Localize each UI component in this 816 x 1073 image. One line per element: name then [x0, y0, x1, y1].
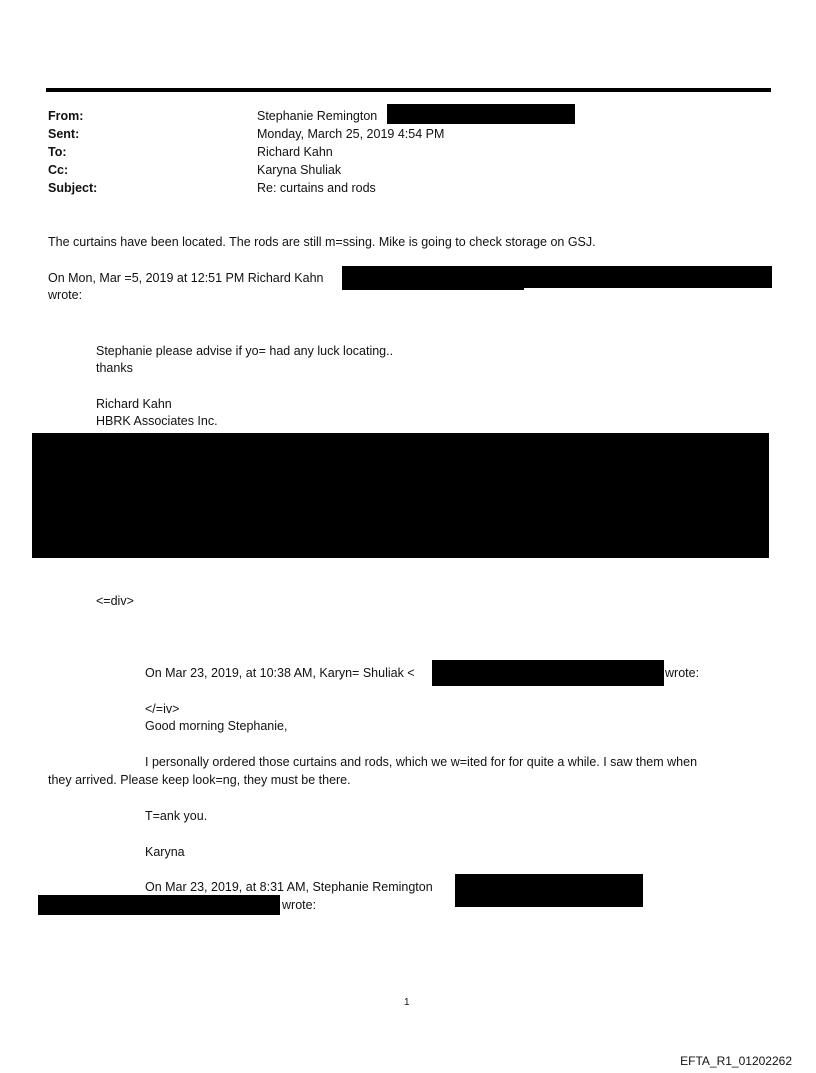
quote2-wrote: wrote:: [665, 666, 700, 680]
q2-paragraph-line-1: I personally ordered those curtains and rods, which we w=ited for for quite a while. I saw them when: [145, 755, 698, 769]
redaction-quote1-email-a: [342, 266, 524, 290]
quote3-wrote: wrote:: [282, 898, 317, 912]
body-line-1: The curtains have been located. The rods are still m=ssing. Mike is going to check storage on GSJ.: [48, 235, 596, 249]
from-value: Stephanie Remington: [257, 109, 378, 123]
q2-paragraph-line-2: they arrived. Please keep look=ng, they must be there.: [48, 773, 351, 787]
header-rule: [46, 88, 771, 92]
redaction-quote2-email: [432, 660, 664, 686]
subject-value: Re: curtains and rods: [257, 181, 376, 195]
quote1-wrote: wrote:: [48, 288, 83, 302]
cc-value: Karyna Shuliak: [257, 163, 342, 177]
q2-name: Karyna: [145, 845, 185, 859]
sent-label: Sent:: [48, 127, 80, 141]
div-tag: <=div>: [96, 594, 134, 608]
quote3-header: On Mar 23, 2019, at 8:31 AM, Stephanie Remington: [145, 880, 433, 894]
q2-greeting: Good morning Stephanie,: [145, 719, 288, 733]
redaction-from-email: [387, 104, 575, 124]
cc-label: Cc:: [48, 163, 69, 177]
q1-signature-name: Richard Kahn: [96, 397, 172, 411]
q1-line-2: thanks: [96, 361, 133, 375]
close-div-tag: </=iv>: [145, 702, 180, 716]
page-number: 1: [404, 997, 410, 1008]
subject-label: Subject:: [48, 181, 98, 195]
q2-thanks: T=ank you.: [145, 809, 208, 823]
to-value: Richard Kahn: [257, 145, 333, 159]
from-label: From:: [48, 109, 84, 123]
q1-line-1: Stephanie please advise if yo= had any luck locating..: [96, 344, 394, 358]
document-id: EFTA_R1_01202262: [680, 1054, 792, 1068]
redaction-quote3-email-a: [455, 874, 643, 907]
redaction-quote3-email-b: [38, 895, 280, 915]
sent-value: Monday, March 25, 2019 4:54 PM: [257, 127, 445, 141]
to-label: To:: [48, 145, 67, 159]
redaction-quote1-email-b: [524, 266, 772, 288]
q1-signature-company: HBRK Associates Inc.: [96, 414, 218, 428]
quote1-header: On Mon, Mar =5, 2019 at 12:51 PM Richard Kahn: [48, 271, 324, 285]
redaction-signature-block: [32, 433, 769, 558]
quote2-header: On Mar 23, 2019, at 10:38 AM, Karyn= Shuliak <: [145, 666, 415, 680]
